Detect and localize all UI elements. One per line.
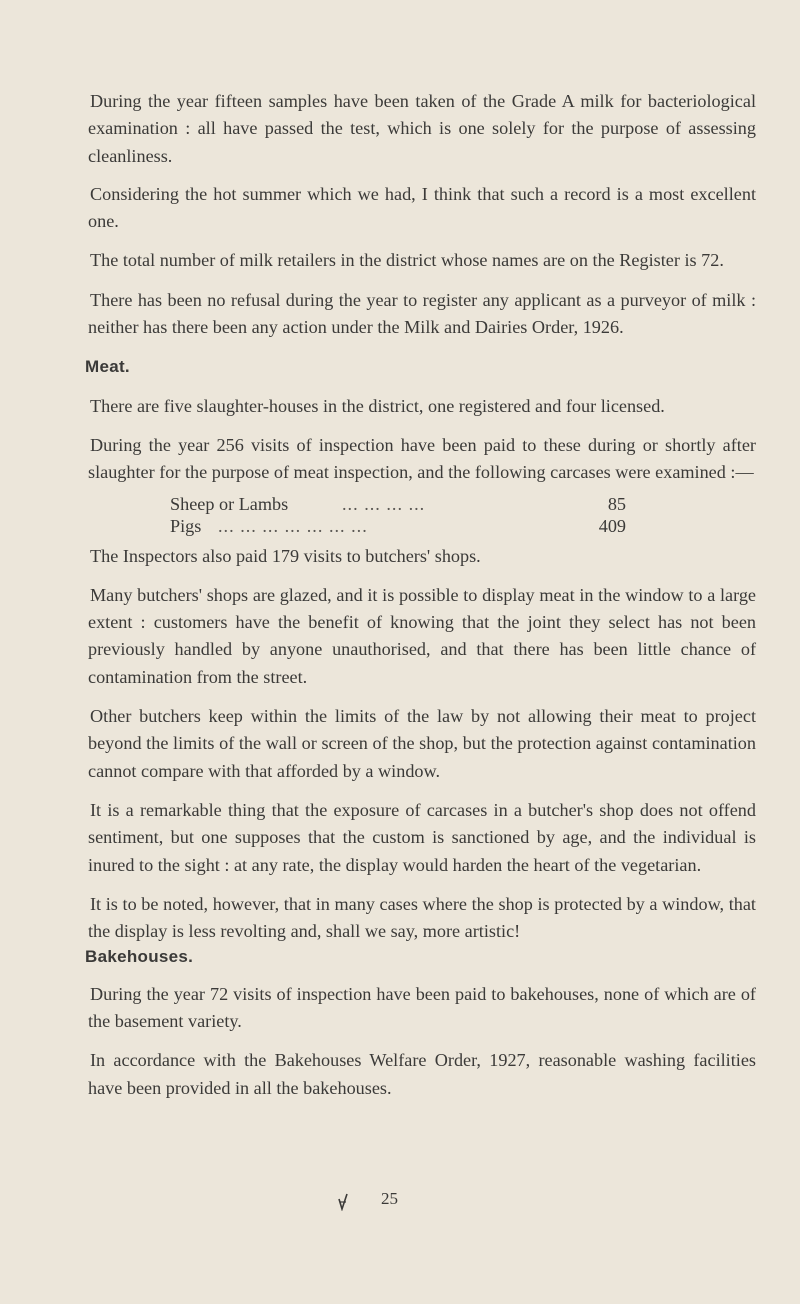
- page-footer: [0, 1189, 800, 1219]
- paragraph-welfare-order: In accordance with the Bakehouses Welfare Order, 1927, reasonable washing facilities have been provided in all the bakehouses.: [88, 1050, 756, 1098]
- carcases-row-pigs: [88, 515, 756, 537]
- paragraph-other-butchers: Other butchers keep within the limits of the law by not allowing their meat to project beyond the limits of the wall or screen of the shop, but the protection against contamination cannot compare with that afforded by a window.: [88, 706, 756, 781]
- carcases-value: 409: [598, 515, 626, 536]
- paragraph-grade-a-milk: During the year fifteen samples have been taken of the Grade A milk for bacteriological examination : all have passed the test, which is one solely for the purpose of assessing cleanliness.: [88, 91, 756, 166]
- paragraph-butchers-visits: The Inspectors also paid 179 visits to butchers' shops.: [90, 545, 481, 566]
- carcases-value: 85: [607, 493, 626, 514]
- section-heading-meat: Meat.: [85, 357, 130, 377]
- paragraph-milk-retailers: The total number of milk retailers in the district whose names are on the Register is 72.: [90, 250, 724, 271]
- carcases-label: Sheep or Lambs: [170, 493, 289, 514]
- paragraph-no-refusal: There has been no refusal during the year to register any applicant as a purveyor of milk : neither has there been any action under the Milk and Dairies Order, 1926.: [88, 289, 756, 338]
- paragraph-remarkable-thing: It is a remarkable thing that the exposure of carcases in a butcher's shop does not offend sentiment, but one supposes that the custom is sanctioned by age, and the individual is inured to the sight : at any rate, the display would harden the heart of the vegetarian.: [88, 799, 756, 875]
- section-heading-bakehouses: Bakehouses.: [85, 947, 194, 967]
- carcases-table: [88, 493, 756, 537]
- paragraph-glazed-shops: Many butchers' shops are glazed, and it is possible to display meat in the window to a large extent : customers have the benefit of knowing that the joint they select has not been previously handled by anyone unauthorised, and that there has been little chance of contamination from the street.: [88, 584, 756, 687]
- carcases-row-sheep: [88, 493, 756, 515]
- page-body: [85, 88, 756, 1114]
- carcases-label: Pigs: [170, 515, 202, 536]
- leader-dots: ... ... ... ...: [342, 493, 426, 514]
- paragraph-inspection-visits: During the year 256 visits of inspection have been paid to these during or shortly after slaughter for the purpose of meat inspection, and the following carcases were examined :—: [88, 434, 756, 483]
- paragraph-bakehouse-visits: During the year 72 visits of inspection have been paid to bakehouses, none of which are of the basement variety.: [88, 983, 756, 1032]
- paragraph-hot-summer: Considering the hot summer which we had, I think that such a record is a most excellent one.: [88, 183, 756, 232]
- paragraph-slaughter-houses: There are five slaughter-houses in the district, one registered and four licensed.: [90, 395, 665, 416]
- page-number: 25: [381, 1189, 398, 1208]
- pencil-tick-icon: [338, 1193, 348, 1211]
- leader-dots: ... ... ... ... ... ... ...: [218, 515, 368, 536]
- paragraph-window-display: It is to be noted, however, that in many cases where the shop is protected by a window, that the display is less revolting and, shall we say, more artistic!: [88, 893, 756, 942]
